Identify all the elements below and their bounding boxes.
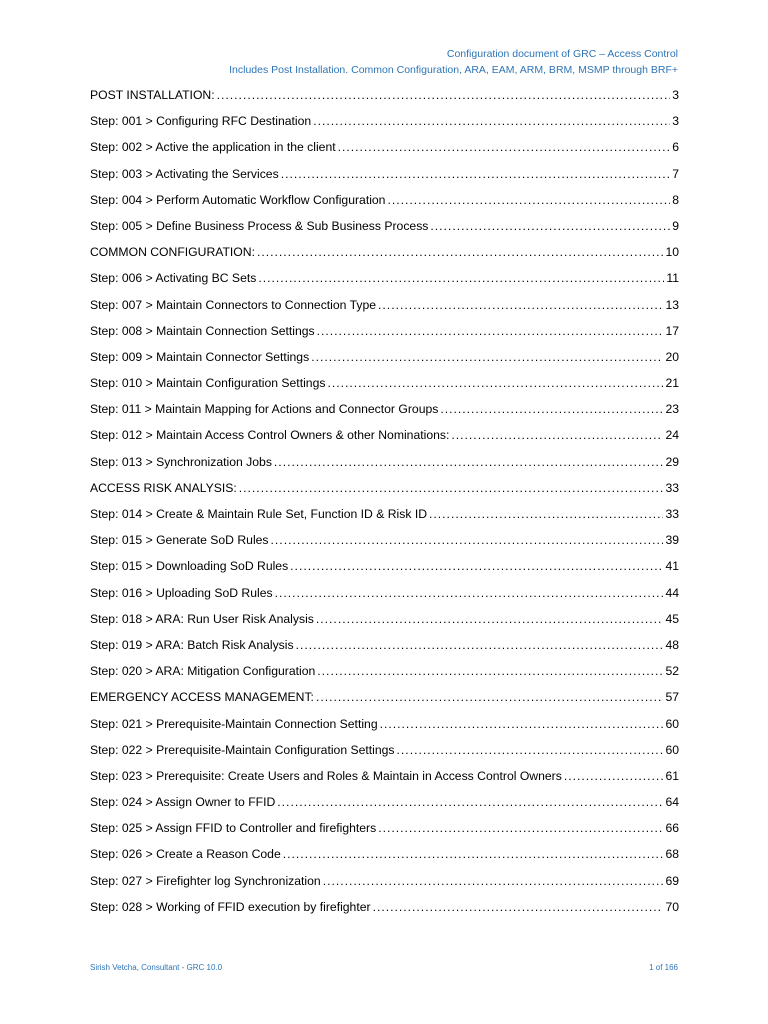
toc-entry-page: 8 xyxy=(672,192,679,207)
toc-dot-leader xyxy=(380,717,664,731)
toc-entry-page: 39 xyxy=(665,533,679,548)
toc-entry-page: 48 xyxy=(665,637,679,652)
toc-entry-title: Step: 006 > Activating BC Sets xyxy=(90,271,257,286)
toc-dot-leader xyxy=(313,114,670,128)
toc-entry[interactable] xyxy=(90,900,679,926)
toc-entry-page: 29 xyxy=(665,454,679,469)
toc-entry-page: 60 xyxy=(665,716,679,731)
toc-dot-leader xyxy=(317,324,664,338)
toc-entry-page: 69 xyxy=(665,873,679,888)
toc-entry-page: 3 xyxy=(672,88,679,102)
toc-entry-page: 66 xyxy=(665,821,679,836)
toc-entry-page: 41 xyxy=(665,559,679,574)
toc-entry-title: Step: 001 > Configuring RFC Destination xyxy=(90,114,312,129)
footer-page-indicator: 1 of 166 xyxy=(649,963,678,972)
toc-entry-title: Step: 008 > Maintain Connection Settings xyxy=(90,323,315,338)
toc-dot-leader xyxy=(323,874,664,888)
toc-entry-title: Step: 027 > Firefighter log Synchronization xyxy=(90,873,321,888)
header-subtitle: Includes Post Installation. Common Configuration, ARA, EAM, ARM, BRM, MSMP through BRF+ xyxy=(229,64,678,76)
toc-dot-leader xyxy=(378,298,663,312)
toc-entry-title: Step: 015 > Generate SoD Rules xyxy=(90,533,269,548)
toc-entry[interactable] xyxy=(90,664,679,690)
toc-entry-page: 17 xyxy=(665,323,679,338)
toc-entry[interactable] xyxy=(90,245,679,271)
toc-entry[interactable] xyxy=(90,324,679,350)
toc-entry-title: Step: 016 > Uploading SoD Rules xyxy=(90,585,273,600)
toc-entry-title: Step: 022 > Prerequisite-Maintain Configuration Settings xyxy=(90,742,395,757)
toc-dot-leader xyxy=(316,612,664,626)
toc-entry[interactable] xyxy=(90,193,679,219)
toc-entry[interactable] xyxy=(90,88,679,114)
toc-entry[interactable] xyxy=(90,847,679,873)
toc-entry-title: EMERGENCY ACCESS MANAGEMENT: xyxy=(90,690,314,705)
toc-entry-title: Step: 028 > Working of FFID execution by firefighter xyxy=(90,899,371,914)
toc-entry-page: 21 xyxy=(665,376,679,391)
toc-entry[interactable] xyxy=(90,219,679,245)
toc-entry-title: Step: 021 > Prerequisite-Maintain Connection Setting xyxy=(90,716,378,731)
toc-entry-title: Step: 003 > Activating the Services xyxy=(90,166,279,181)
toc-entry-page: 6 xyxy=(672,140,679,155)
toc-entry[interactable] xyxy=(90,298,679,324)
toc-entry[interactable] xyxy=(90,638,679,664)
toc-entry-page: 70 xyxy=(665,899,679,914)
toc-dot-leader xyxy=(271,533,664,547)
toc-entry[interactable] xyxy=(90,402,679,428)
toc-entry[interactable] xyxy=(90,769,679,795)
toc-dot-leader xyxy=(275,586,664,600)
page-footer xyxy=(90,963,678,972)
toc-dot-leader xyxy=(440,402,663,416)
toc-dot-leader xyxy=(564,769,664,783)
toc-dot-leader xyxy=(311,350,663,364)
toc-entry[interactable] xyxy=(90,455,679,481)
toc-dot-leader xyxy=(290,559,663,573)
toc-entry-page: 44 xyxy=(665,585,679,600)
toc-entry[interactable] xyxy=(90,167,679,193)
toc-entry-title: Step: 009 > Maintain Connector Settings xyxy=(90,349,310,364)
toc-dot-leader xyxy=(378,821,663,835)
toc-entry[interactable] xyxy=(90,612,679,638)
toc-entry-page: 10 xyxy=(665,245,679,260)
toc-entry-title: ACCESS RISK ANALYSIS: xyxy=(90,480,237,495)
toc-entry-title: Step: 019 > ARA: Batch Risk Analysis xyxy=(90,637,294,652)
toc-entry-title: Step: 007 > Maintain Connectors to Connection Type xyxy=(90,297,377,312)
toc-entry[interactable] xyxy=(90,114,679,140)
toc-entry[interactable] xyxy=(90,717,679,743)
toc-dot-leader xyxy=(387,193,670,207)
toc-dot-leader xyxy=(283,847,664,861)
toc-dot-leader xyxy=(217,88,671,102)
toc-dot-leader xyxy=(257,245,663,259)
toc-entry-page: 20 xyxy=(665,349,679,364)
toc-dot-leader xyxy=(281,167,671,181)
toc-entry-page: 57 xyxy=(665,690,679,705)
toc-entry[interactable] xyxy=(90,743,679,769)
toc-entry-page: 9 xyxy=(672,218,679,233)
toc-entry-page: 11 xyxy=(666,271,679,286)
toc-entry[interactable] xyxy=(90,350,679,376)
toc-entry-page: 33 xyxy=(665,507,679,521)
toc-entry-title: Step: 012 > Maintain Access Control Owners & other Nominations: xyxy=(90,428,450,443)
toc-entry-title: Step: 026 > Create a Reason Code xyxy=(90,847,281,862)
toc-entry[interactable] xyxy=(90,586,679,612)
toc-entry[interactable] xyxy=(90,821,679,847)
table-of-contents xyxy=(90,88,679,926)
toc-dot-leader xyxy=(296,638,664,652)
toc-entry-title: Step: 002 > Active the application in the client xyxy=(90,140,336,155)
toc-entry[interactable] xyxy=(90,481,679,507)
toc-entry-page: 3 xyxy=(672,114,679,129)
toc-entry-title: Step: 004 > Perform Automatic Workflow Configuration xyxy=(90,192,386,207)
toc-entry-title: Step: 011 > Maintain Mapping for Actions and Connector Groups xyxy=(90,402,439,417)
toc-entry[interactable] xyxy=(90,140,679,166)
toc-dot-leader xyxy=(274,455,664,469)
toc-entry[interactable] xyxy=(90,271,679,297)
toc-dot-leader xyxy=(258,271,664,285)
toc-entry-title: Step: 014 > Create & Maintain Rule Set, Function ID & Risk ID xyxy=(90,507,428,521)
toc-entry-page: 68 xyxy=(665,847,679,862)
toc-dot-leader xyxy=(239,481,664,495)
toc-entry-page: 24 xyxy=(665,428,679,443)
toc-entry[interactable] xyxy=(90,795,679,821)
toc-entry[interactable] xyxy=(90,690,679,716)
header-title: Configuration document of GRC – Access Control xyxy=(446,48,678,60)
toc-entry-title: Step: 025 > Assign FFID to Controller and firefighters xyxy=(90,821,377,836)
toc-entry-page: 61 xyxy=(665,768,679,783)
toc-dot-leader xyxy=(397,743,664,757)
toc-entry-page: 7 xyxy=(672,166,679,181)
toc-entry-page: 60 xyxy=(665,742,679,757)
toc-entry-page: 33 xyxy=(665,480,679,495)
toc-dot-leader xyxy=(430,219,670,233)
toc-entry-page: 23 xyxy=(665,402,679,417)
toc-entry[interactable] xyxy=(90,428,679,454)
toc-entry-title: Step: 010 > Maintain Configuration Settings xyxy=(90,376,326,391)
toc-entry-title: Step: 013 > Synchronization Jobs xyxy=(90,454,272,469)
toc-dot-leader xyxy=(451,428,663,442)
toc-entry[interactable] xyxy=(90,559,679,585)
toc-entry-title: POST INSTALLATION: xyxy=(90,88,215,102)
toc-dot-leader xyxy=(373,900,664,914)
toc-entry-title: COMMON CONFIGURATION: xyxy=(90,245,255,260)
toc-entry-page: 45 xyxy=(665,611,679,626)
toc-entry-title: Step: 020 > ARA: Mitigation Configuration xyxy=(90,664,316,679)
toc-entry-title: Step: 005 > Define Business Process & Sub Business Process xyxy=(90,218,429,233)
footer-author: Sirish Vetcha, Consultant - GRC 10.0 xyxy=(90,963,223,972)
toc-entry-title: Step: 015 > Downloading SoD Rules xyxy=(90,559,289,574)
toc-dot-leader xyxy=(277,795,663,809)
toc-entry[interactable] xyxy=(90,874,679,900)
toc-dot-leader xyxy=(338,140,671,154)
toc-entry-title: Step: 024 > Assign Owner to FFID xyxy=(90,795,276,810)
page-header xyxy=(229,46,678,78)
toc-entry-page: 64 xyxy=(665,795,679,810)
toc-entry-title: Step: 018 > ARA: Run User Risk Analysis xyxy=(90,611,314,626)
toc-entry-page: 13 xyxy=(665,297,679,312)
toc-entry[interactable] xyxy=(90,376,679,402)
toc-entry-title: Step: 023 > Prerequisite: Create Users and Roles & Maintain in Access Control Owners xyxy=(90,768,562,783)
toc-entry[interactable] xyxy=(90,507,679,533)
toc-entry[interactable] xyxy=(90,533,679,559)
toc-entry-page: 52 xyxy=(665,664,679,679)
toc-dot-leader xyxy=(327,376,663,390)
toc-dot-leader xyxy=(317,664,663,678)
toc-dot-leader xyxy=(429,507,663,521)
toc-dot-leader xyxy=(316,690,664,704)
